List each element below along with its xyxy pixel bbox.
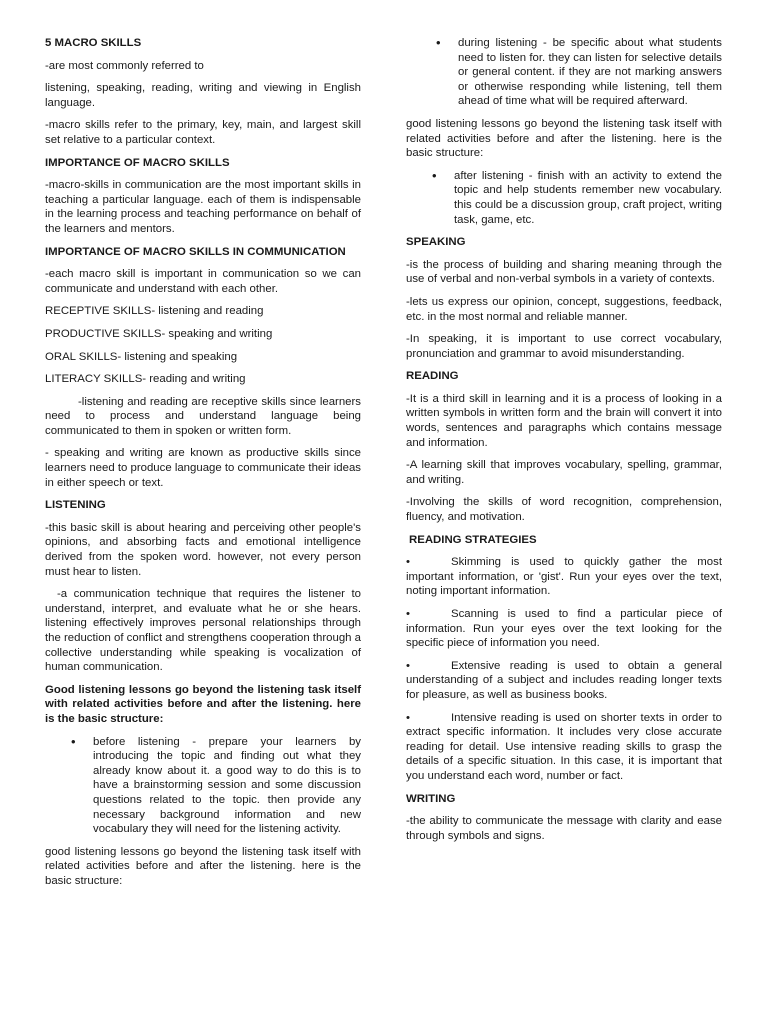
bullet-icon: •: [406, 556, 410, 569]
paragraph: -are most commonly referred to: [45, 59, 204, 72]
paragraph: -A learning skill that improves vocabulary, spelling, grammar, and writing.: [406, 459, 722, 486]
strategy-text: Extensive reading is used to obtain a general understanding of a subject and includes reading longer texts for pleasure, as well as business books.: [406, 659, 722, 701]
heading-importance: IMPORTANCE OF MACRO SKILLS: [45, 156, 230, 169]
paragraph: -lets us express our opinion, concept, suggestions, feedback, etc. in the most normal and reliable manner.: [406, 295, 722, 323]
paragraph: -each macro skill is important in communication so we can communicate and understand with each other.: [45, 268, 361, 295]
paragraph: good listening lessons go beyond the listening task itself with related activities before and after the listening. here is the basic structure:: [406, 117, 722, 160]
strategy-text: Skimming is used to quickly gather the most important information, or 'gist'. Run your eyes over the text, noting important information.: [406, 556, 722, 598]
heading-importance-communication: IMPORTANCE OF MACRO SKILLS IN COMMUNICATION: [45, 245, 346, 258]
right-column: [406, 36, 722, 851]
paragraph: listening, speaking, reading, writing and viewing in English language.: [45, 82, 361, 109]
heading-speaking: SPEAKING: [406, 236, 466, 249]
strategy-skimming: [406, 555, 722, 599]
paragraph-bold: Good listening lessons go beyond the listening task itself with related activities before and after the listening. here is the basic structure:: [45, 683, 361, 725]
paragraph: - speaking and writing are known as productive skills since learners need to produce language to communicate their ideas in either speech or text.: [45, 447, 361, 489]
bullet-icon: •: [406, 711, 410, 724]
heading-writing: WRITING: [406, 792, 456, 805]
strategy-text: Scanning is used to find a particular piece of information. Run your eyes over the text looking for the specific piece of information you need.: [406, 608, 722, 650]
bullet-list: [406, 169, 722, 227]
paragraph: -It is a third skill in learning and it is a process of looking in a written symbols in written form and the brain will convert it into words, sentences and paragraphs which contains message and information.: [406, 392, 722, 449]
literacy-skills: LITERACY SKILLS- reading and writing: [45, 373, 246, 386]
paragraph: good listening lessons go beyond the listening task itself with related activities before and after the listening. here is the basic structure:: [45, 845, 361, 887]
bullet-list: [406, 36, 722, 109]
bullet-after-listening: • after listening - finish with an activity to extend the topic and help students remember new vocabulary. this could be a discussion group, craft project, writing task, game, etc.: [406, 169, 722, 227]
paragraph: -macro-skills in communication are the most important skills in teaching a particular language. each of them is indispensable in the learning process and teaching performance on behalf of the learners and mentors.: [45, 179, 361, 235]
bullet-icon: •: [406, 608, 410, 620]
paragraph: -listening and reading are receptive skills since learners need to process and understand language being communicated to them in spoken or written form.: [45, 395, 361, 437]
paragraph: -a communication technique that requires the listener to understand, interpret, and evaluate what he or she hears. listening effectively improves personal relationships through the reduction of conflict and strengthens cooperation through a collective understanding while speaking is vocalization of human communication.: [45, 588, 361, 674]
paragraph: -is the process of building and sharing meaning through the use of verbal and non-verbal symbols in a variety of contexts.: [406, 258, 722, 286]
bullet-icon: •: [406, 659, 410, 672]
strategy-intensive: [406, 711, 722, 784]
bullet-before-listening: • before listening - prepare your learners by introducing the topic and finding out what they already know about it. a good way to do this is to have a brainstorming session and some discussion questions related to the topic. then provide any necessary background information and new vocabulary they will need for the listening activity.: [45, 735, 361, 837]
receptive-skills: RECEPTIVE SKILLS- listening and reading: [45, 305, 264, 318]
oral-skills: ORAL SKILLS- listening and speaking: [45, 350, 238, 363]
heading-listening: LISTENING: [45, 499, 106, 512]
document-title: 5 MACRO SKILLS: [45, 37, 142, 49]
bullet-during-listening: • during listening - be specific about what students need to listen for. they can listen for selective details or general content. if they are not marking answers or otherwise responding while listening, tell them ahead of time what will be required afterward.: [406, 36, 722, 109]
paragraph: -Involving the skills of word recognition, comprehension, fluency, and motivation.: [406, 496, 722, 524]
heading-reading: READING: [406, 370, 459, 383]
left-column: [45, 36, 361, 897]
paragraph: -macro skills refer to the primary, key, main, and largest skill set relative to a particular context.: [45, 119, 361, 146]
strategy-extensive: [406, 659, 722, 703]
bullet-list: [45, 735, 361, 837]
paragraph: -In speaking, it is important to use correct vocabulary, pronunciation and grammar to avoid misunderstanding.: [406, 333, 722, 360]
paragraph: -this basic skill is about hearing and perceiving other people's opinions, and absorbing facts and emotional intelligence derived from the spoken word. however, not every person must hear to listen.: [45, 521, 361, 578]
heading-reading-strategies: READING STRATEGIES: [409, 533, 537, 546]
paragraph: -the ability to communicate the message with clarity and ease through symbols and signs.: [406, 815, 722, 842]
strategy-scanning: [406, 607, 722, 651]
productive-skills: PRODUCTIVE SKILLS- speaking and writing: [45, 327, 273, 340]
strategy-text: Intensive reading is used on shorter texts in order to extract specific information. It includes very close accurate reading for detail. Use intensive reading skills to grasp the details of a specific situation. In this case, it is important that you understand each word, number or fact.: [406, 711, 722, 782]
